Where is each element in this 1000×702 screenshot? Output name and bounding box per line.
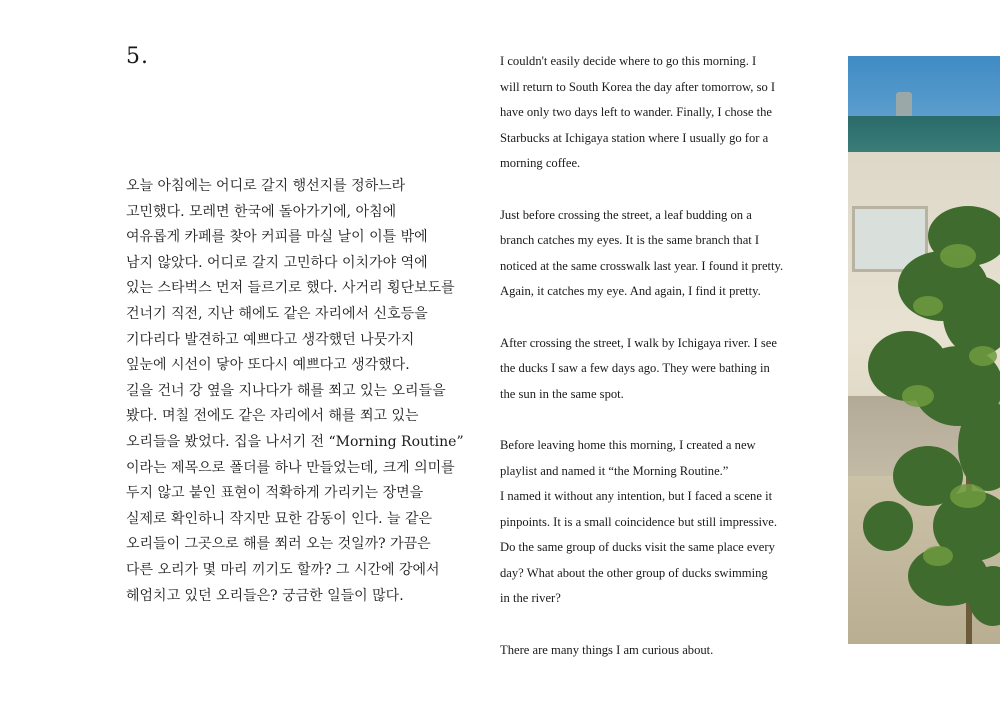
english-paragraph-1 xyxy=(500,49,820,177)
korean-line: 고민했다. 모레면 한국에 돌아가기에, 아침에 xyxy=(126,203,397,220)
english-line: I couldn't easily decide where to go this morning. I xyxy=(500,54,757,68)
english-line: will return to South Korea the day after tomorrow, so I xyxy=(500,79,776,94)
english-line: branch catches my eyes. It is the same branch that I xyxy=(500,233,760,248)
english-text xyxy=(500,49,820,663)
korean-line: 이라는 제목으로 폴더를 하나 만들었는데, 크게 의미를 xyxy=(126,459,455,476)
paragraph-gap xyxy=(500,177,820,203)
korean-line: 두지 않고 붙인 표현이 적확하게 가리키는 장면을 xyxy=(126,485,424,502)
paragraph-gap xyxy=(500,612,820,638)
street-photo-image xyxy=(848,56,1000,644)
english-line: day? What about the other group of ducks swimming xyxy=(500,565,768,580)
english-line: Starbucks at Ichigaya station where I usually go for a xyxy=(500,130,769,145)
korean-line: 잎눈에 시선이 닿아 또다시 예쁘다고 생각했다. xyxy=(126,357,410,374)
korean-line: 헤엄치고 있던 오리들은? 궁금한 일들이 많다. xyxy=(126,587,404,604)
korean-line: 오리들이 그곳으로 해를 쬐러 오는 것일까? 가끔은 xyxy=(126,536,431,553)
english-paragraph-3 xyxy=(500,331,820,408)
korean-line: 오리들을 봤었다. 집을 나서기 전 “Morning Routine” xyxy=(126,433,464,450)
paragraph-gap xyxy=(500,407,820,433)
tree-foliage xyxy=(848,56,1000,644)
korean-line: 다른 오리가 몇 마리 끼기도 할까? 그 시간에 강에서 xyxy=(126,561,440,578)
english-line: have only two days left to wander. Finally, I chose the xyxy=(500,105,772,120)
korean-line: 남지 않았다. 어디로 갈지 고민하다 이치가야 역에 xyxy=(126,254,428,271)
korean-line: 봤다. 며칠 전에도 같은 자리에서 해를 쬐고 있는 xyxy=(126,408,419,425)
chapter-number: 5. xyxy=(126,44,149,69)
korean-line: 길을 건너 강 옆을 지나다가 해를 쬐고 있는 오리들을 xyxy=(126,382,446,399)
english-line: noticed at the same crosswalk last year. I found it pretty. xyxy=(500,258,784,273)
english-line: Just before crossing the street, a leaf budding on a xyxy=(500,207,752,222)
english-line: the sun in the same spot. xyxy=(500,386,624,401)
english-line: I named it without any intention, but I faced a scene it xyxy=(500,489,773,504)
korean-line: 여유롭게 카페를 찾아 커피를 마실 날이 이틀 밖에 xyxy=(126,229,428,246)
korean-line: 실제로 확인하니 작지만 묘한 감동이 인다. 늘 같은 xyxy=(126,510,433,527)
english-line: After crossing the street, I walk by Ichigaya river. I see xyxy=(500,335,777,350)
korean-line: 있는 스타벅스 먼저 들르기로 했다. 사거리 횡단보도를 xyxy=(126,280,455,297)
korean-line: 기다리다 발견하고 예쁘다고 생각했던 나뭇가지 xyxy=(126,331,415,348)
english-line: There are many things I am curious about. xyxy=(500,642,714,657)
korean-text xyxy=(126,174,466,609)
english-line: Before leaving home this morning, I created a new xyxy=(500,437,756,452)
english-paragraph-2 xyxy=(500,203,820,305)
english-line: the ducks I saw a few days ago. They were bathing in xyxy=(500,361,770,376)
english-line: pinpoints. It is a small coincidence but still impressive. xyxy=(500,514,778,529)
korean-line: 오늘 아침에는 어디로 갈지 행선지를 정하느라 xyxy=(126,178,406,194)
english-line: playlist and named it “the Morning Routine.” xyxy=(500,463,729,478)
paragraph-gap xyxy=(500,305,820,331)
english-paragraph-5 xyxy=(500,638,820,664)
english-line: morning coffee. xyxy=(500,156,581,171)
english-paragraph-4 xyxy=(500,433,820,612)
english-line: Again, it catches my eye. And again, I find it pretty. xyxy=(500,284,761,299)
korean-line: 건너기 직전, 지난 해에도 같은 자리에서 신호등을 xyxy=(126,305,428,322)
english-line: Do the same group of ducks visit the same place every xyxy=(500,540,775,555)
english-line: in the river? xyxy=(500,591,561,606)
